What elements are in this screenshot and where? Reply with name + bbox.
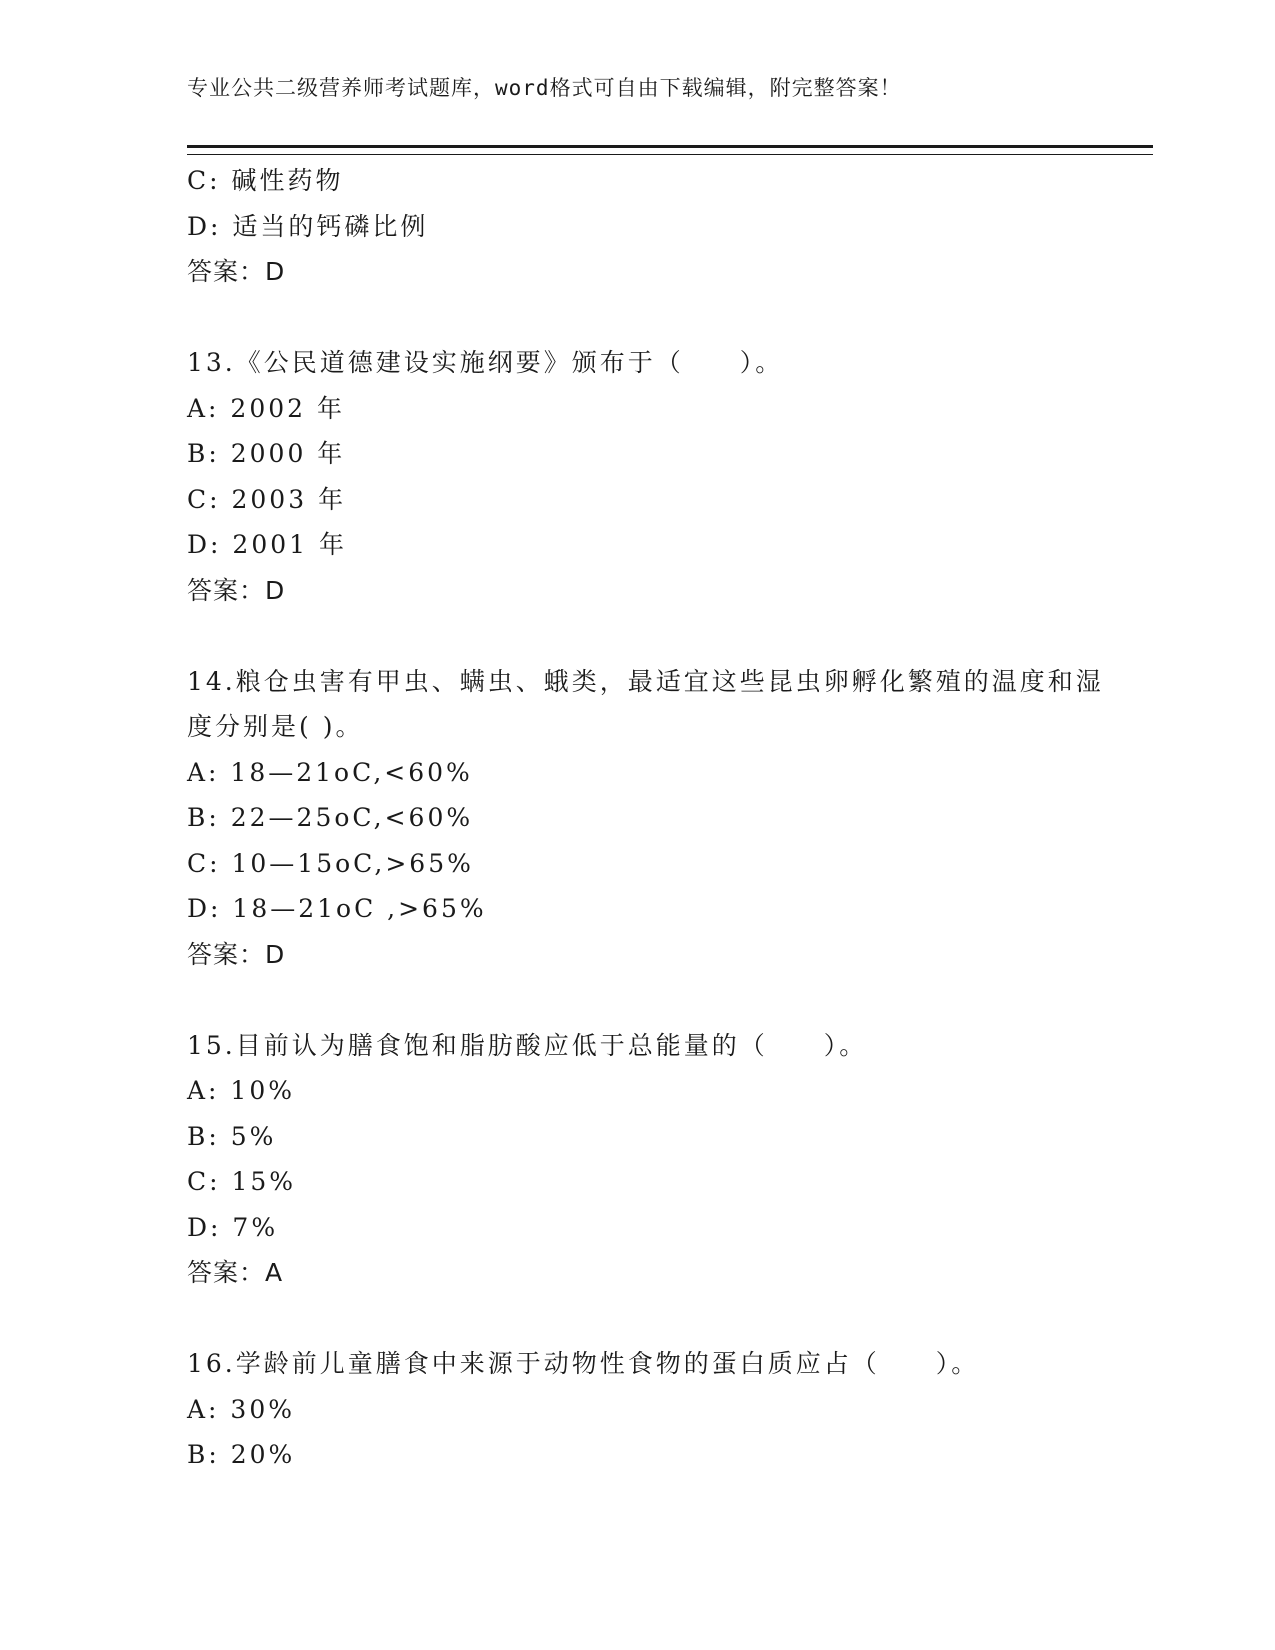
option-a: A: 2002 年 — [187, 393, 345, 423]
header-divider — [187, 145, 1153, 155]
option-b: B: 22—25oC,<60% — [187, 803, 474, 832]
question-13: 13.《公民道德建设实施纲要》颁布于（ ）。 — [187, 348, 784, 377]
question-15: 15.目前认为膳食饱和脂肪酸应低于总能量的（ ）。 — [187, 1030, 868, 1060]
option-d: D: 7% — [187, 1212, 279, 1242]
option-d: D: 适当的钙磷比例 — [187, 211, 429, 241]
page-header: 专业公共二级营养师考试题库，word格式可自由下载编辑，附完整答案！ — [187, 76, 902, 100]
answer-line: 答案：D — [187, 257, 286, 286]
option-c: C: 2003 年 — [187, 484, 347, 514]
option-a: A: 30% — [187, 1394, 295, 1424]
spacer — [187, 977, 1107, 1023]
answer-line: 答案：A — [187, 1258, 284, 1287]
spacer — [187, 613, 1107, 659]
option-c: C: 碱性药物 — [187, 166, 344, 195]
option-b: B: 20% — [187, 1440, 296, 1469]
option-b: B: 5% — [187, 1121, 277, 1151]
option-d: D: 2001 年 — [187, 530, 347, 559]
option-c: C: 15% — [187, 1167, 297, 1196]
option-c: C: 10—15oC,>65% — [187, 848, 474, 878]
option-a: A: 10% — [187, 1076, 295, 1105]
question-14: 14.粮仓虫害有甲虫、螨虫、蛾类，最适宜这些昆虫卵孵化繁殖的温度和湿度分别是( )。 — [187, 666, 1104, 741]
option-d: D: 18—21oC ,>65% — [187, 894, 487, 923]
question-16: 16.学龄前儿童膳食中来源于动物性食物的蛋白质应占（ ）。 — [187, 1349, 980, 1378]
option-a: A: 18—21oC,<60% — [187, 757, 473, 787]
answer-line: 答案：D — [187, 939, 286, 969]
question-list — [187, 158, 1107, 1478]
spacer — [187, 1296, 1107, 1342]
spacer — [187, 295, 1107, 341]
option-b: B: 2000 年 — [187, 439, 346, 468]
answer-line: 答案：D — [187, 575, 286, 605]
